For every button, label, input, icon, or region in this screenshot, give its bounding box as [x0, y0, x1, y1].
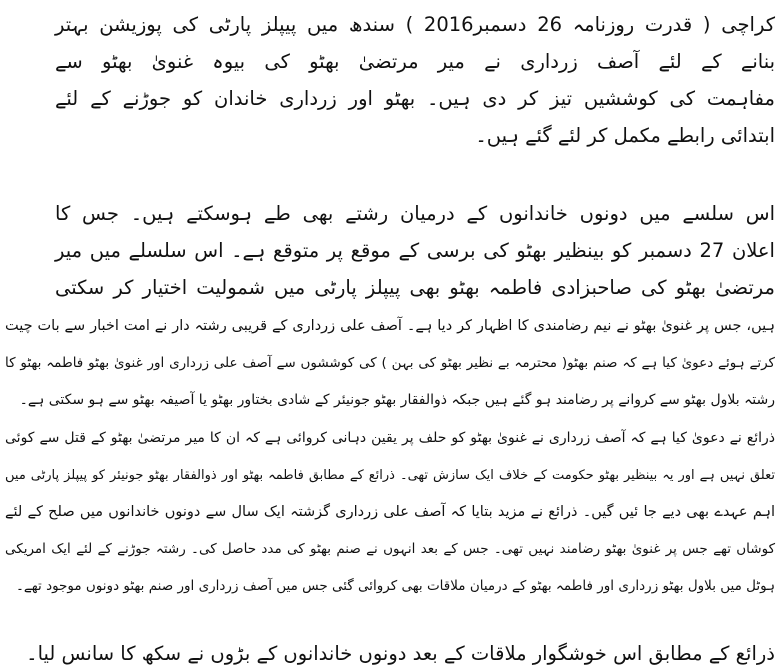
- text-line: مرتضیٰ بھٹو کی صاحبزادی فاطمہ بھٹو بھی پیپلز پارٹی میں شمولیت اختیار کر سکتی: [55, 276, 775, 299]
- article-paragraph: [5, 635, 775, 672]
- text-line: ہوٹل میں بلاول بھٹو زرداری اور فاطمہ بھٹو کے درمیان ملاقات بھی کروائی گئی جس میں آصف زرداری اور صنم بھٹو دونوں موجود تھے۔: [15, 578, 775, 594]
- text-line: ہیں، جس پر غنویٰ بھٹو نے نیم رضامندی کا اظہار کر دیا ہے۔ آصف علی زرداری کے قریبی رشتہ دار نے امت اخبار سے بات چیت: [5, 318, 775, 334]
- text-line: کرتے ہوئے دعویٰ کیا ہے کہ صنم بھٹو( محترمہ بے نظیر بھٹو کی بہن ) کی کوششوں سے آصف علی زرداری اور غنویٰ بھٹو فاطمہ بھٹو کا: [5, 355, 775, 371]
- text-line: اس سلسے میں دونوں خاندانوں کے درمیان رشتے بھی طے ہوسکتے ہیں۔ جس کا: [55, 202, 775, 225]
- text-line: کراچی ( قدرت روزنامہ 26 دسمبر2016 ) سندھ میں پیپلز پارٹی کی پوزیشن بہتر: [55, 13, 775, 36]
- article-paragraph: [55, 195, 775, 306]
- text-line: اعلان 27 دسمبر کو بینظیر بھٹو کی برسی کے موقع پر متوقع ہے۔ اس سلسلے میں میر: [55, 239, 775, 262]
- article-paragraph: [5, 420, 775, 605]
- text-line: تعلق نہیں ہے اور یہ بینظیر بھٹو حکومت کے خلاف ایک سازش تھی۔ ذرائع کے مطابق فاطمہ بھٹو اور ذوالفقار بھٹو جونیئر کو پیپلز پارٹی میں: [5, 468, 775, 483]
- article-paragraph: [55, 6, 775, 154]
- text-line: کوشاں تھے جس پر غنویٰ بھٹو رضامند نہیں تھی۔ جس کے بعد انہوں نے صنم بھٹو کی مدد حاصل کی۔ رشتہ جوڑنے کے لئے ایک امریکی: [5, 541, 775, 557]
- text-line: اہم عہدے بھی دیے جا ئیں گیں۔ ذرائع نے مزید بتایا کہ آصف علی زرداری گزشتہ ایک سال سے دونوں خاندانوں میں صلح کے لئے: [5, 504, 775, 520]
- text-line: مفاہمت کی کوششیں تیز کر دی ہیں۔ بھٹو اور زرداری خاندان کو جوڑنے کے لئے: [55, 87, 775, 110]
- text-line: ابتدائی رابطے مکمل کر لئے گئے ہیں۔: [475, 124, 775, 147]
- text-line: ذرائع کے مطابق اس خوشگوار ملاقات کے بعد دونوں خاندانوں کے بڑوں نے سکھ کا سانس لیا۔: [26, 642, 775, 665]
- text-line: رشتہ بلاول بھٹو سے کروانے پر رضامند ہو گئے ہیں جبکہ ذوالفقار بھٹو جونیئر کے شادی بختاور بھٹو یا آصیفہ بھٹو سے ہو سکتی ہے۔: [19, 392, 775, 408]
- text-line: ذرائع نے دعویٰ کیا ہے کہ آصف زرداری نے غنویٰ بھٹو کو حلف پر یقین دہانی کروائی ہے کہ ان کا میر مرتضیٰ بھٹو کے قتل سے کوئی: [5, 430, 775, 446]
- article-paragraph: [5, 308, 775, 419]
- text-line: بنانے کے لئے آصف زرداری نے میر مرتضیٰ بھٹو کی بیوہ غنویٰ بھٹو سے: [55, 50, 775, 73]
